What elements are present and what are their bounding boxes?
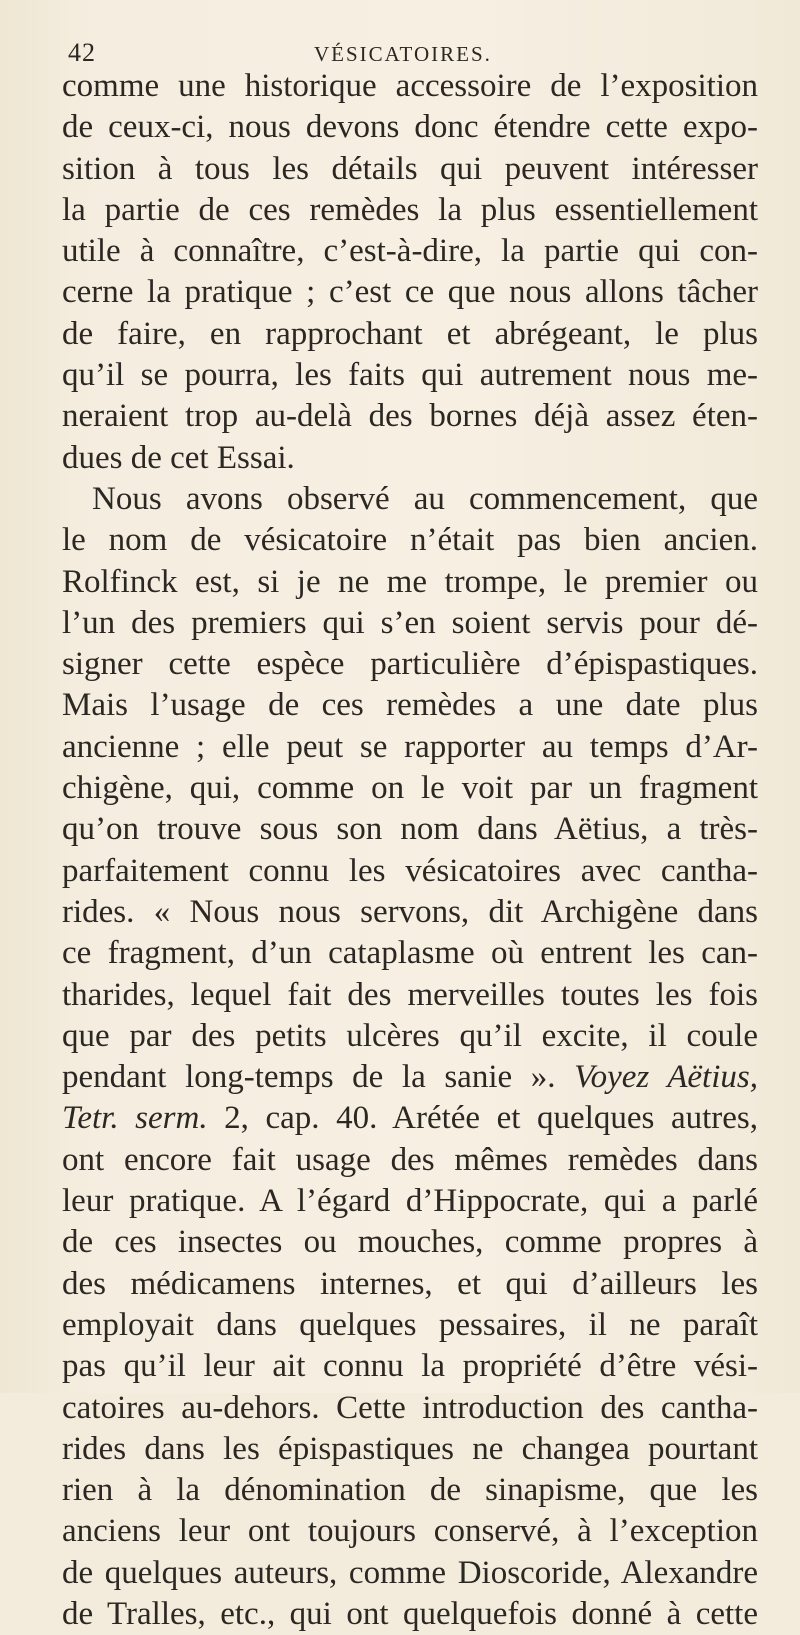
- text-line: pendant long-temps de la sanie ». Voyez Aëtius,: [62, 1059, 758, 1096]
- text-line: pas qu’il leur ait connu la propriété d’être vési-: [62, 1348, 758, 1385]
- text-line: que par des petits ulcères qu’il excite, il coule: [62, 1017, 758, 1054]
- text-line: rien à la dénomination de sinapisme, que les: [62, 1472, 758, 1509]
- text-line: de ceux-ci, nous devons donc étendre cette expo-: [62, 109, 758, 146]
- text-line: utile à connaître, c’est-à-dire, la partie qui con-: [62, 233, 758, 270]
- page-header: [62, 28, 756, 67]
- text-line: des médicamens internes, et qui d’ailleurs les: [62, 1265, 758, 1302]
- page-number: 42: [68, 38, 96, 67]
- text-line: employait dans quelques pessaires, il ne paraît: [62, 1306, 758, 1343]
- text-line: ont encore fait usage des mêmes remèdes dans: [62, 1141, 758, 1178]
- text-line: chigène, qui, comme on le voit par un fragment: [62, 770, 758, 807]
- text-line: Mais l’usage de ces remèdes a une date plus: [62, 687, 758, 724]
- body-text: [62, 66, 756, 1635]
- text-line: sition à tous les détails qui peuvent intéresser: [62, 150, 758, 187]
- text-line: rides. « Nous nous servons, dit Archigène dans: [62, 893, 758, 930]
- text-line: parfaitement connu les vésicatoires avec cantha-: [62, 852, 758, 889]
- text-line: qu’il se pourra, les faits qui autrement nous me-: [62, 357, 758, 394]
- text-line: qu’on trouve sous son nom dans Aëtius, a très-: [62, 811, 758, 848]
- text-line: l’un des premiers qui s’en soient servis pour dé-: [62, 604, 758, 641]
- text-line: le nom de vésicatoire n’était pas bien ancien.: [62, 522, 758, 559]
- text-line: de ces insectes ou mouches, comme propres à: [62, 1224, 758, 1261]
- text-line: de quelques auteurs, comme Dioscoride, Alexandre: [62, 1554, 758, 1591]
- running-head: VÉSICATOIRES.: [314, 42, 492, 66]
- text-line: comme une historique accessoire de l’exposition: [62, 68, 758, 104]
- text-line: cerne la pratique ; c’est ce que nous allons tâcher: [62, 274, 758, 311]
- text-line: de faire, en rapprochant et abrégeant, le plus: [62, 315, 758, 352]
- text-line: la partie de ces remèdes la plus essentiellement: [62, 191, 758, 228]
- text-line: catoires au-dehors. Cette introduction des cantha-: [62, 1389, 758, 1426]
- text-line: ce fragment, d’un cataplasme où entrent les can-: [62, 935, 758, 972]
- text-line: neraient trop au-delà des bornes déjà assez éten-: [62, 398, 758, 435]
- text-line: Rolfinck est, si je ne me trompe, le premier ou: [62, 563, 758, 600]
- text-line: anciens leur ont toujours conservé, à l’exception: [62, 1513, 758, 1550]
- text-line: ancienne ; elle peut se rapporter au temps d’Ar-: [62, 728, 758, 765]
- text-line: Nous avons observé au commencement, que: [92, 480, 758, 517]
- text-line: dues de cet Essai.: [62, 439, 295, 476]
- citation-italic: Voyez Aëtius,: [574, 1059, 758, 1096]
- text-line: rides dans les épispastiques ne changea pourtant: [62, 1430, 758, 1467]
- citation-italic: Tetr. serm.: [62, 1100, 208, 1137]
- text-line: Tetr. serm. 2, cap. 40. Arétée et quelques autres,: [62, 1100, 758, 1137]
- text-line: tharides, lequel fait des merveilles toutes les fois: [62, 976, 758, 1013]
- text-line: leur pratique. A l’égard d’Hippocrate, qui a parlé: [62, 1183, 758, 1220]
- text-line: signer cette espèce particulière d’épispastiques.: [62, 646, 758, 683]
- text-line: de Tralles, etc., qui ont quelquefois donné à cette: [62, 1595, 758, 1632]
